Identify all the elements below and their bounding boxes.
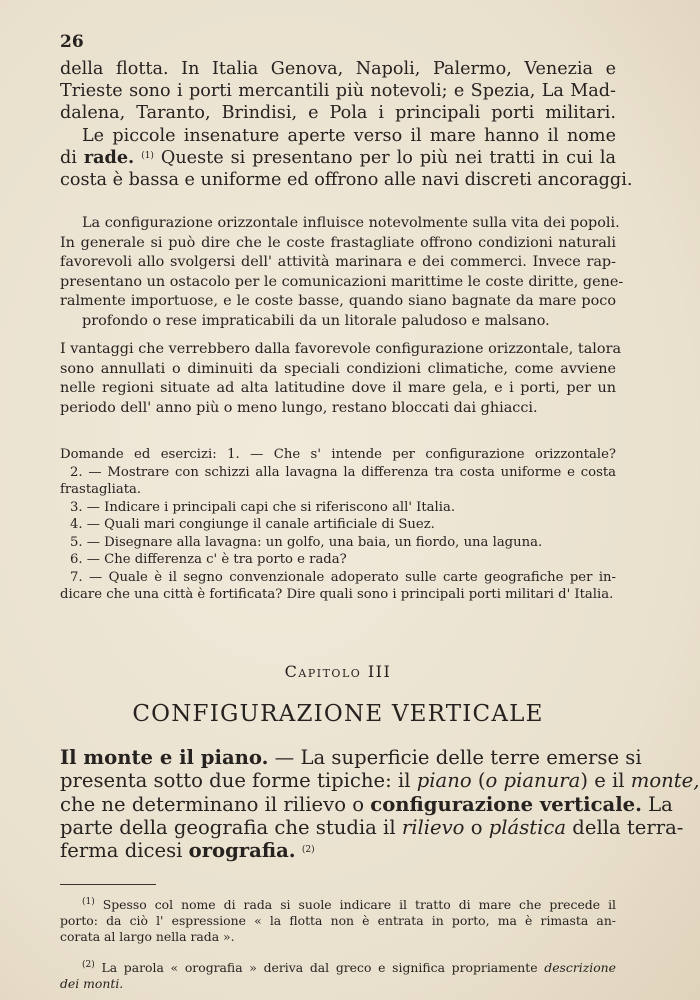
footnote-line: $^{(1)}$ Spesso col nome di rada si suole indicare il tratto di mare che precede il [82, 897, 616, 912]
text-line: favorevoli allo svolgersi dell' attività marinara e dei commerci. Invece rap- [60, 254, 616, 271]
text-line: profondo o rese impraticabili da un litorale paludoso e malsano. [82, 312, 550, 329]
footnote-line: corata al largo nella rada ». [60, 929, 235, 945]
text-line: presentano un ostacolo per le comunicazioni marittime le coste diritte, gene- [60, 273, 624, 290]
question-line: dicare che una città è fortificata? Dire quali sono i principali porti militari d' Italia. [60, 587, 614, 602]
footnote-1 [60, 897, 616, 946]
question-line: 3. — Indicare i principali capi che si riferiscono all' Italia. [70, 499, 456, 515]
footnote-line: porto: da ciò l' espressione « la flotta non è entrata in porto, ma è rimasta an- [60, 913, 616, 929]
question-line: 4. — Quali mari congiunge il canale artificiale di Suez. [70, 517, 435, 532]
footnote-2 [60, 960, 616, 992]
text-line: Trieste sono i porti mercantili più notevoli; e Spezia, La Mad- [60, 81, 616, 102]
questions-block [60, 446, 616, 604]
paragraph-advantages [60, 340, 622, 418]
text-line: parte della geografia che studia il rilievo o plástica della terra- [60, 815, 684, 839]
question-line: 2. — Mostrare con schizzi alla lavagna la differenza tra costa uniforme e costa [70, 464, 616, 480]
paragraph-mountain-plain [60, 746, 700, 863]
text-line: di rade. $^{(1)}$ Queste si presentano per lo più nei tratti in cui la [60, 146, 617, 168]
footnote-line: dei monti. [60, 976, 124, 992]
text-line: costa è bassa e uniforme ed offrono alle navi discreti ancoraggi. [60, 170, 633, 191]
text-line: La configurazione orizzontale influisce notevolmente sulla vita dei popoli. [82, 215, 620, 231]
footnote-divider [60, 884, 156, 885]
paragraph-configuration [60, 214, 624, 332]
text-line: presenta sotto due forme tipiche: il piano (o pianura) e il monte, [60, 769, 700, 793]
text-line: della flotta. In Italia Genova, Napoli, Palermo, Venezia e [60, 59, 616, 79]
text-line: Le piccole insenature aperte verso il mare hanno il nome [82, 125, 616, 146]
text-line: sono annullati o diminuiti da speciali condizioni climatiche, come avviene [60, 360, 616, 377]
text-line: In generale si può dire che le coste frastagliate offrono condizioni naturali [60, 234, 616, 251]
page-number: 26 [60, 32, 84, 52]
text-line: ferma dicesi orografia. $^{(2)}$ [60, 839, 315, 863]
text-line: ralmente importuose, e le coste basse, quando siano bagnate da mare poco [60, 293, 616, 310]
text-line: nelle regioni situate ad alta latitudine dove il mare gela, e i porti, per un [60, 380, 616, 397]
question-line: Domande ed esercizi: 1. — Che s' intende per configurazione orizzontale? [60, 447, 616, 462]
text-line: che ne determinano il rilievo o configurazione verticale. La [60, 792, 673, 816]
footnote-line: $^{(2)}$ La parola « orografia » deriva dal greco e significa propriamente descrizione [82, 960, 616, 975]
question-line: 6. — Che differenza c' è tra porto e rada? [70, 552, 347, 567]
questions-heading: Domande ed esercizi: [60, 447, 217, 462]
chapter-label: Capitolo III [284, 662, 392, 681]
text-line: Il monte e il piano. — La superficie delle terre emerse si [60, 746, 642, 769]
text-line: dalena, Taranto, Brindisi, e Pola i principali porti militari. [60, 103, 616, 124]
text-line: periodo dell' anno più o meno lungo, restano bloccati dai ghiacci. [60, 399, 538, 416]
text-line: I vantaggi che verrebbero dalla favorevole configurazione orizzontale, talora [60, 341, 622, 357]
question-line: 5. — Disegnare alla lavagna: un golfo, una baia, un fiordo, una laguna. [70, 534, 543, 550]
chapter-title: CONFIGURAZIONE VERTICALE [132, 701, 544, 727]
question-line: 7. — Quale è il segno convenzionale adoperato sulle carte geografiche per in- [70, 569, 616, 585]
question-line: frastagliata. [60, 482, 142, 497]
paragraph-ports [60, 58, 633, 191]
